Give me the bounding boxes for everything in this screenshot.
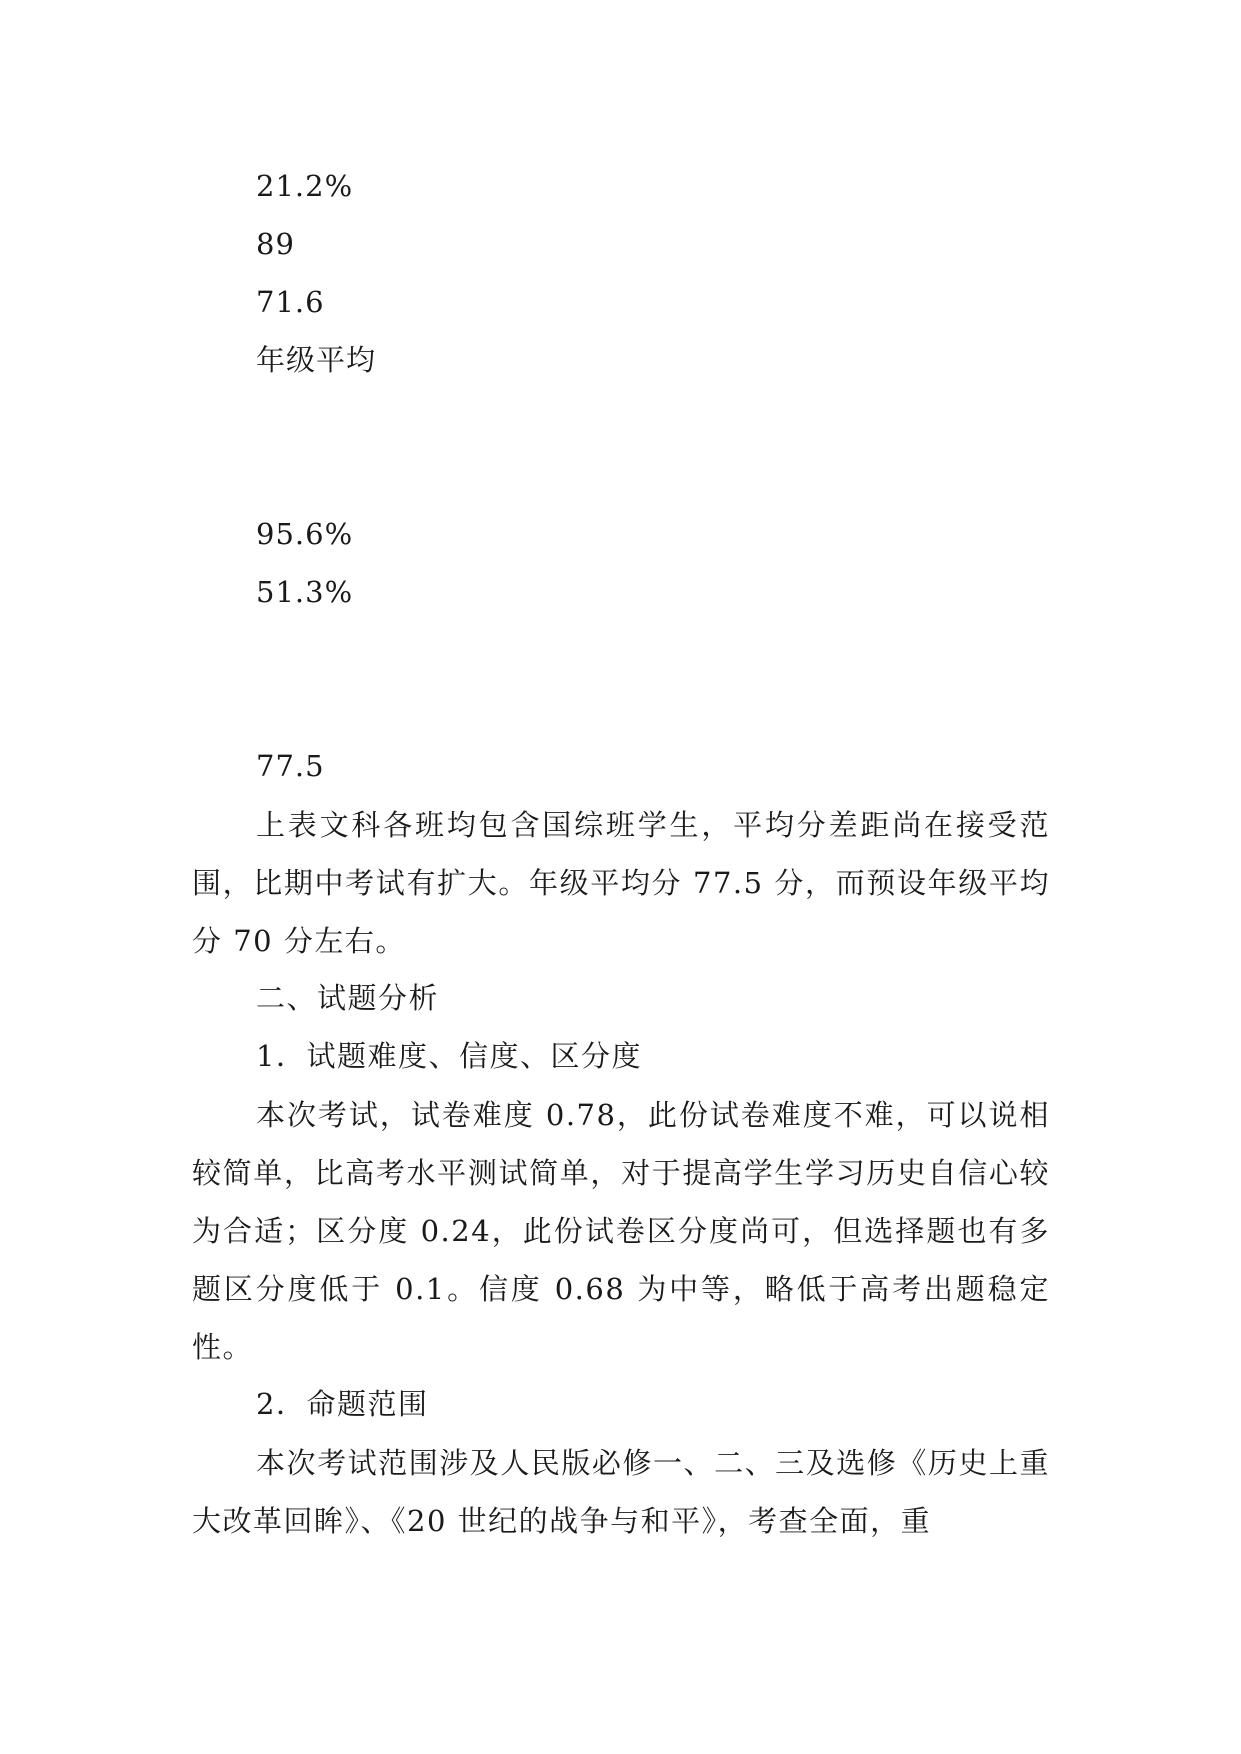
table-value-pct-2: 95.6% — [256, 517, 354, 551]
subheading-exam-scope: 2．命题范围 — [256, 1387, 429, 1421]
table-value-pct-1: 21.2% — [256, 169, 354, 203]
paragraph-difficulty-analysis: 本次考试，试卷难度 0.78，此份试卷难度不难，可以说相较简单，比高考水平测试简单，对于提高学生学习历史自信心较为合适；区分度 0.24，此份试卷区分度尚可，但选择题也有多题区分度低于 0.1。信度 0.68 为中等，略低于高考出题稳定性。 — [192, 1098, 1050, 1364]
section-heading-exam-analysis: 二、试题分析 — [256, 981, 440, 1015]
paragraph-average-summary: 上表文科各班均包含国综班学生，平均分差距尚在接受范围，比期中考试有扩大。年级平均分 77.5 分，而预设年级平均分 70 分左右。 — [192, 808, 1050, 958]
table-value-count: 89 — [256, 227, 295, 261]
paragraph-exam-scope: 本次考试范围涉及人民版必修一、二、三及选修《历史上重大改革回眸》、《20 世纪的战争与和平》，考查全面，重 — [192, 1446, 1050, 1538]
table-value-pct-3: 51.3% — [256, 575, 354, 609]
subheading-difficulty-reliability: 1．试题难度、信度、区分度 — [256, 1039, 642, 1073]
table-value-score: 71.6 — [256, 285, 325, 319]
table-value-grade-average-score: 77.5 — [256, 749, 325, 783]
table-label-grade-average: 年级平均 — [256, 343, 377, 377]
